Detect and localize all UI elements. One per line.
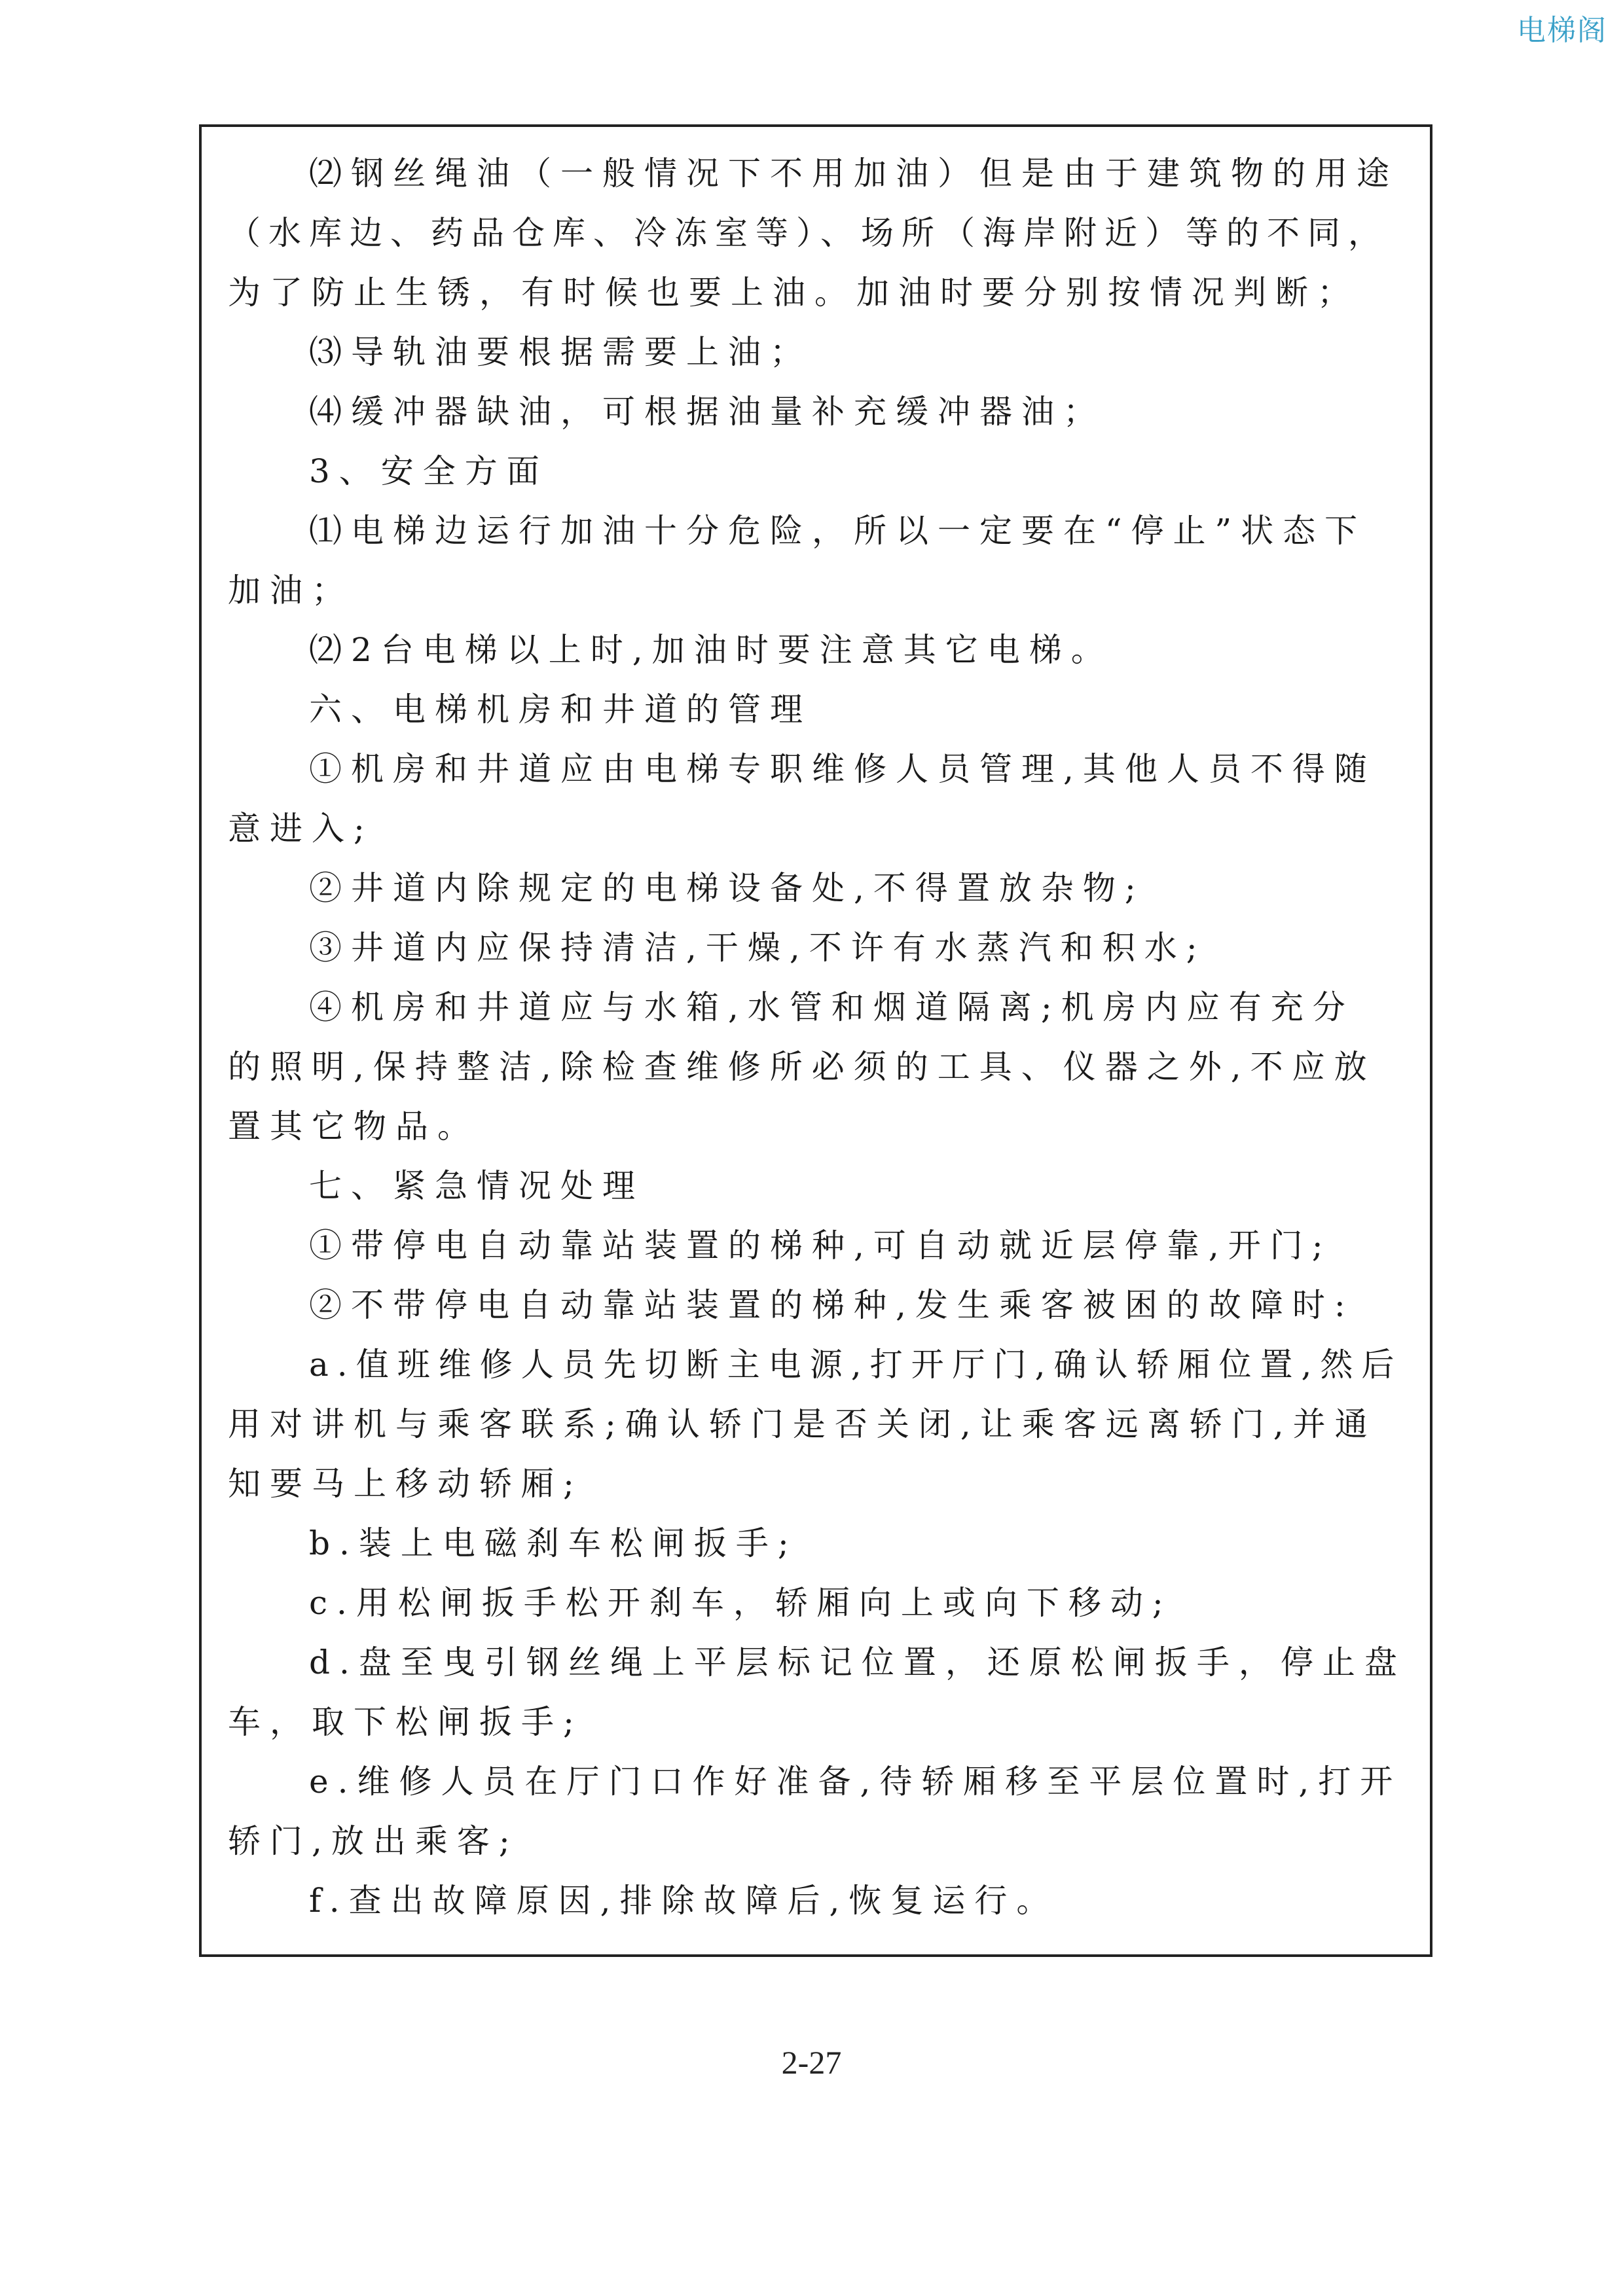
text-line: 的照明,保持整洁,除检查维修所必须的工具、仪器之外,不应放 — [228, 1048, 1376, 1086]
text-line: 车，取下松闸扳手; — [228, 1703, 583, 1741]
text-line: （水库边、药品仓库、冷冻室等）、场所（海岸附近）等的不同， — [228, 214, 1389, 252]
text-line: 七、紧急情况处理 — [309, 1167, 644, 1205]
text-line: 意进入; — [228, 810, 374, 848]
body-text — [228, 144, 1406, 1931]
watermark-logo: 电梯阁 — [1517, 14, 1607, 47]
text-line: f.查出故障原因,排除故障后,恢复运行。 — [309, 1882, 1059, 1920]
text-line: a.值班维修人员先切断主电源,打开厅门,确认轿厢位置,然后 — [309, 1346, 1403, 1384]
text-line: 置其它物品。 — [228, 1107, 479, 1145]
text-line: 3、安全方面 — [309, 452, 549, 490]
text-line: ④机房和井道应与水箱,水管和烟道隔离;机房内应有充分 — [309, 988, 1355, 1026]
text-line: d.盘至曳引钢丝绳上平层标记位置，还原松闸扳手，停止盘 — [309, 1643, 1406, 1681]
text-line: 用对讲机与乘客联系;确认轿门是否关闭,让乘客远离轿门,并通 — [228, 1405, 1377, 1443]
text-line: ②不带停电自动靠站装置的梯种,发生乘客被困的故障时: — [309, 1286, 1355, 1324]
text-line: ⑴电梯边运行加油十分危险，所以一定要在“停止”状态下 — [309, 512, 1367, 550]
text-line: ⑷缓冲器缺油，可根据油量补充缓冲器油； — [309, 393, 1105, 431]
text-line: ⑵2台电梯以上时,加油时要注意其它电梯。 — [309, 631, 1113, 669]
page-number: 2-27 — [781, 2044, 842, 2081]
text-line: 加油； — [228, 571, 354, 609]
text-line: 轿门,放出乘客; — [228, 1822, 519, 1860]
text-line: 六、电梯机房和井道的管理 — [309, 691, 812, 728]
content-frame — [199, 124, 1432, 1957]
text-line: b.装上电磁刹车松闸扳手; — [309, 1524, 798, 1562]
text-line: ⑵钢丝绳油（一般情况下不用加油）但是由于建筑物的用途 — [309, 154, 1398, 192]
text-line: e.维修人员在厅门口作好准备,待轿厢移至平层位置时,打开 — [309, 1763, 1402, 1801]
text-line: ①机房和井道应由电梯专职维修人员管理,其他人员不得随 — [309, 750, 1376, 788]
text-line: ①带停电自动靠站装置的梯种,可自动就近层停靠,开门; — [309, 1227, 1332, 1265]
text-line: c.用松闸扳手松开刹车，轿厢向上或向下移动; — [309, 1584, 1173, 1622]
text-line: 知要马上移动轿厢; — [228, 1465, 583, 1503]
text-line: ②井道内除规定的电梯设备处,不得置放杂物; — [309, 869, 1145, 907]
text-line: ⑶导轨油要根据需要上油； — [309, 333, 812, 371]
text-line: ③井道内应保持清洁,干燥,不许有水蒸汽和积水; — [309, 929, 1207, 967]
text-line: 为了防止生锈，有时候也要上油。加油时要分别按情况判断； — [228, 274, 1359, 312]
